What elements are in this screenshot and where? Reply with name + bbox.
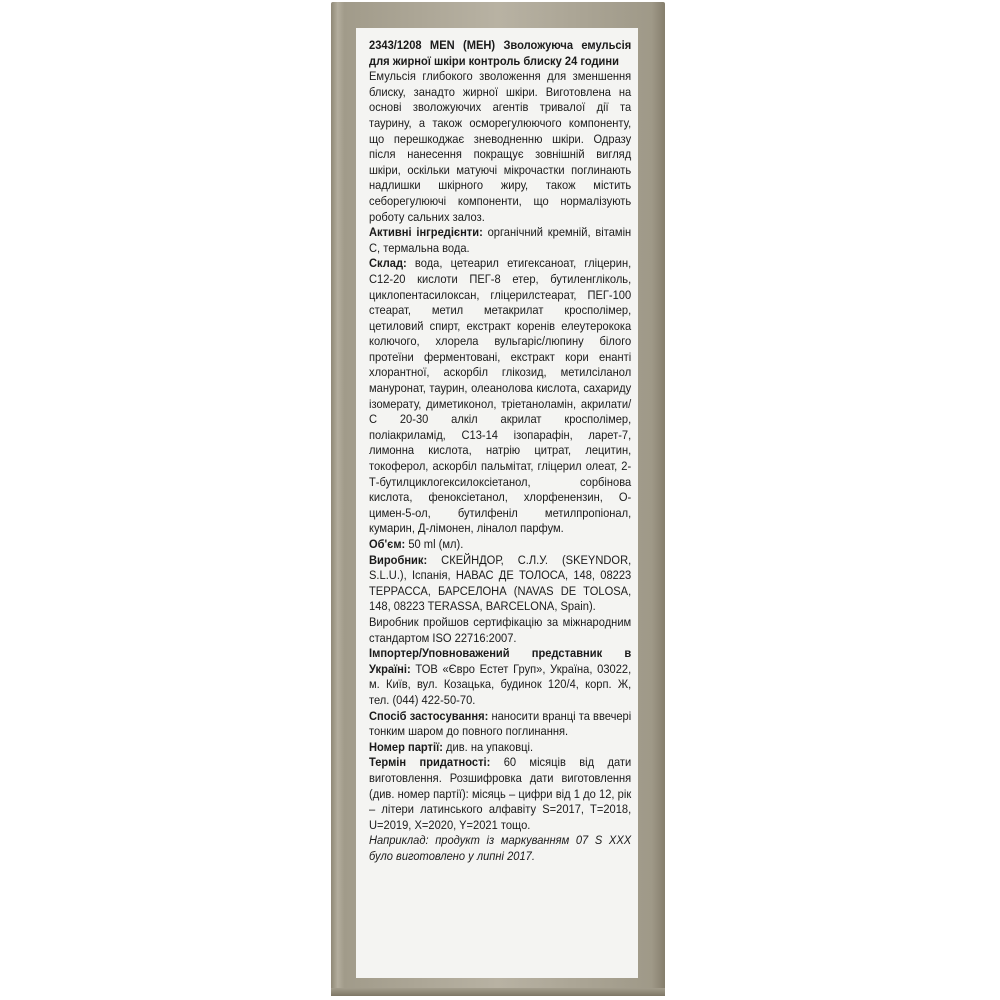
composition-label: Склад:: [369, 256, 407, 271]
importer-value: ТОВ «Євро Естет Груп», Україна, 03022, м. Київ, вул. Козацька, будинок 120/4, корп. Ж, тел. (044) 422-50-70.: [369, 661, 632, 707]
usage-value: наносити вранці та ввечері тонким шаром до повного поглинання.: [369, 708, 632, 739]
usage-label: Спосіб застосування:: [369, 708, 489, 723]
manufacturer-value: СКЕЙНДОР, С.Л.У. (SKEYNDOR, S.L.U.), Іспанія, НАВАС ДЕ ТОЛОСА, 148, 08223 ТЕРРАССА, БАРСЕЛОНА (NAVAS DE TOLOSA, 148, 08223 TERASSA, BARCELONA, Spain).: [369, 552, 632, 614]
usage: [369, 709, 631, 740]
composition-value: вода, цетеарил етигексаноат, гліцерин, С12-20 кислоти ПЕГ-8 етер, бутиленгліколь, циклопентасилоксан, гліцерилстеарат, ПЕГ-100 стеарат, метил метакрилат кросполімер, цетиловий спирт, екстракт коренів елеутерокока колючого, хлорела вульгаріс/люпину білого протеїни ферментовані, екстракт кори енанті хлорантної, аскорбіл глікозид, метилсіланол мануронат, таурин, олеанолова кислота, сахариду ізомерату, диметиконол, тріетаноламін, акрилати/С 20-30 алкіл акрилат кросполімер, поліакриламід, С13-14 ізопарафін, ларет-7, лимонна кислота, натрію цитрат, лецитин, токоферол, аскорбіл пальмітат, гліцерил олеат, 2-Т-бутилциклогексилоксіетанол, сорбінова кислота, феноксіетанол, хлорфенензин, О-цимен-5-ол, бутилфеніл метилпропіонал, кумарин, Д-лімонен, ліналол парфум.: [369, 256, 632, 536]
product-description: Емульсія глибокого зволоження для зменшення блиску, занадто жирної шкіри. Виготовлена на основі зволожуючих агентів тривалої дії та таурину, а також осморегулюючого компоненту, що перешкоджає зневодненню шкіри. Одразу після нанесення покращує зовнішній вигляд шкіри, оскільки матуючі мікрочастки поглинають надлишки шкірного жиру, також містить себорегулюючі компоненти, що нормалізують роботу сальних залоз.: [369, 69, 632, 224]
manufacturer: [369, 553, 631, 615]
product-title: 2343/1208 MEN (МЕН) Зволожуюча емульсія для жирної шкіри контроль блиску 24 години: [369, 38, 632, 68]
example-note: Наприклад: продукт із маркуванням 07 S XXX було виготовлено у липні 2017.: [369, 833, 632, 863]
importer-label: Імпортер/Уповноважений представник в Україні:: [369, 646, 632, 676]
batch-label: Номер партії:: [369, 739, 443, 754]
active-ingredients-label: Активні інгредієнти:: [369, 225, 483, 240]
volume-label: Об'єм:: [369, 537, 406, 551]
product-label: [356, 28, 638, 978]
batch-value: див. на упаковці.: [442, 739, 534, 754]
volume-value: 50 ml (мл).: [405, 537, 464, 551]
importer: [369, 646, 631, 708]
active-ingredients-value: органічний кремній, вітамін С, термальна вода.: [369, 225, 632, 255]
shelf-life-label: Термін придатності:: [369, 755, 491, 770]
shelf-life-value: 60 місяців від дати виготовлення. Розшифровка дати виготовлення (див. номер партії): місяць – цифри від 1 до 12, рік – літери латинського алфавіту S=2017, T=2018, U=2019, X=2020, Y=2021 тощо.: [369, 755, 632, 832]
manufacturer-label: Виробник:: [369, 552, 428, 567]
certification: Виробник пройшов сертифікацію за міжнародним стандартом ISO 22716:2007.: [369, 614, 632, 645]
composition: [369, 256, 631, 537]
product-box: [331, 2, 665, 996]
batch-number: [369, 740, 631, 756]
label-text: [369, 38, 631, 864]
shelf-life: [369, 755, 631, 833]
active-ingredients: [369, 225, 631, 256]
volume: [369, 537, 631, 553]
